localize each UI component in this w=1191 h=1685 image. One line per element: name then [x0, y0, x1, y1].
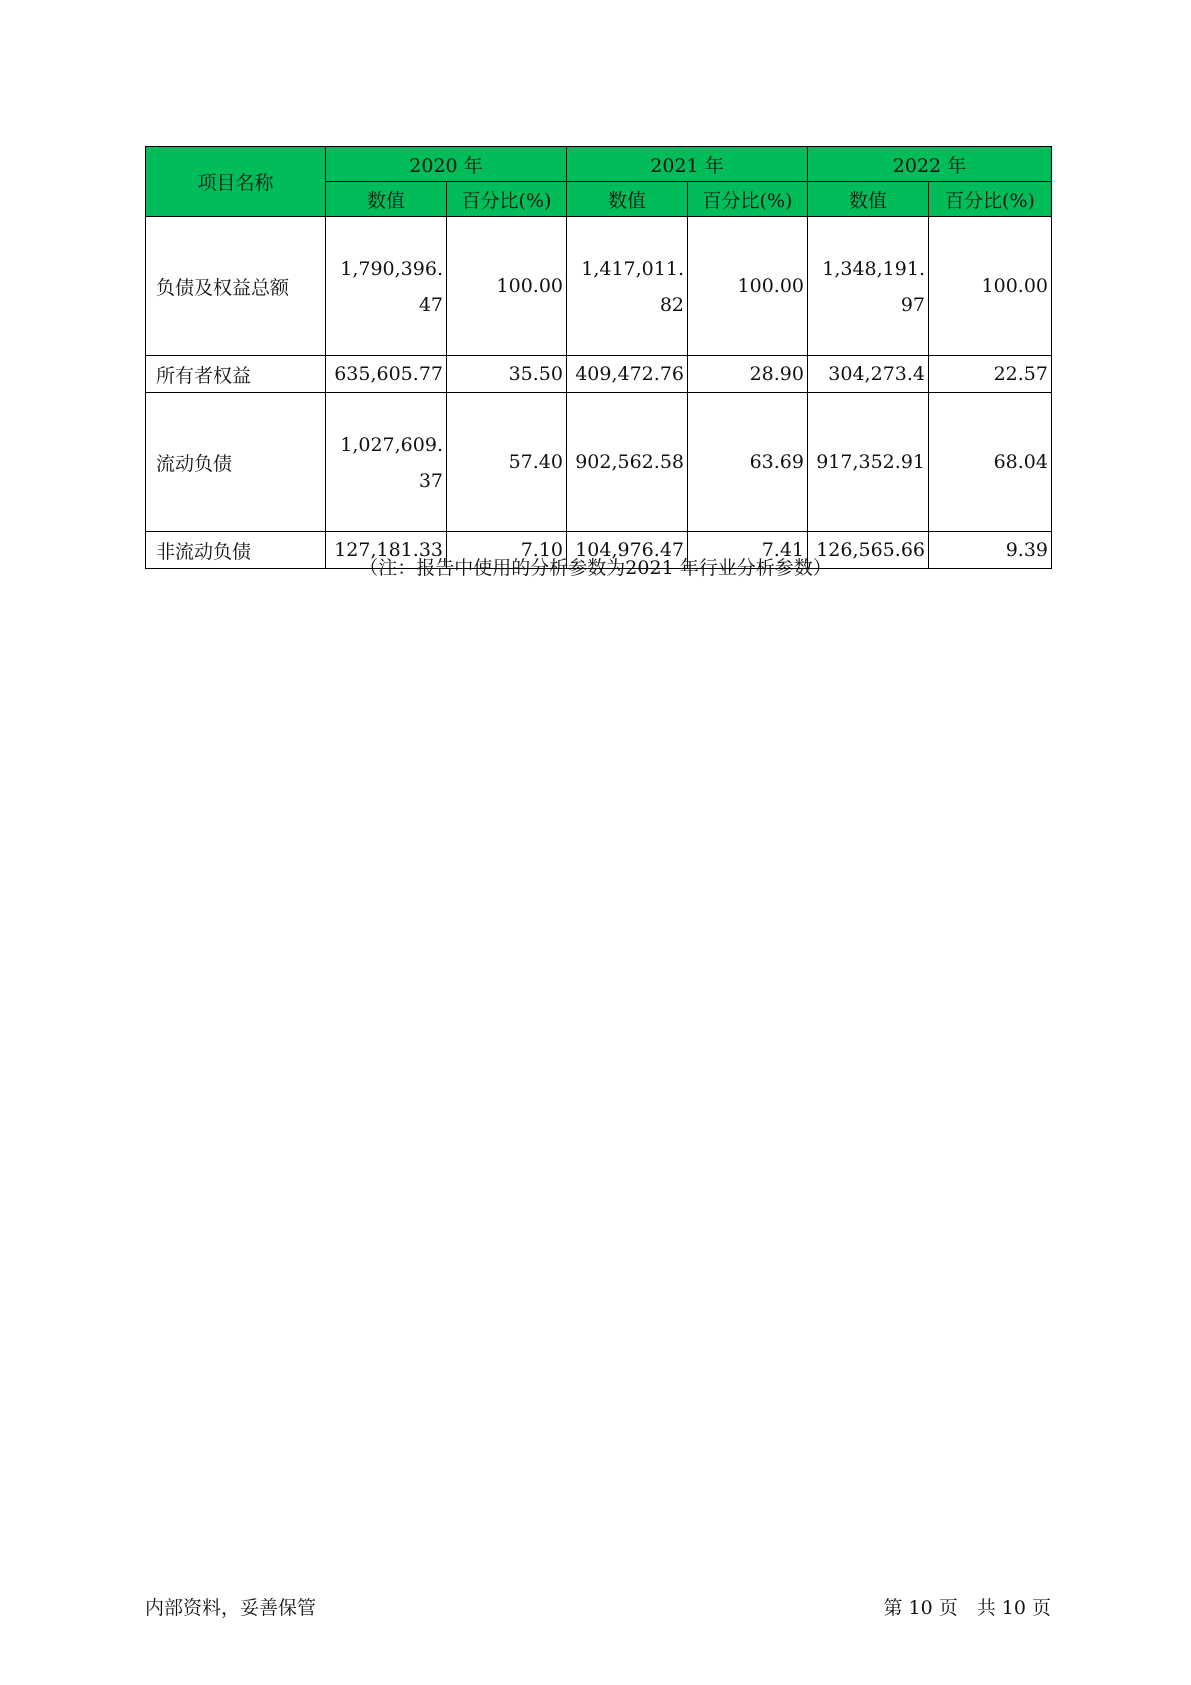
cell-pct: 7.10 [447, 532, 567, 569]
subheader-value: 数值 [326, 182, 447, 217]
cell-pct: 22.57 [929, 356, 1052, 393]
cell-pct: 57.40 [447, 393, 567, 532]
row-label: 流动负债 [146, 393, 326, 532]
header-item-name: 项目名称 [146, 147, 326, 217]
cell-value: 1,417,011.82 [567, 217, 688, 356]
header-year-2021: 2021 年 [567, 147, 808, 182]
table-row [146, 217, 1052, 356]
cell-value: 409,472.76 [567, 356, 688, 393]
cell-value: 635,605.77 [326, 356, 447, 393]
financial-structure-table [145, 146, 1052, 569]
footer-page-number: 第 10 页 共 10 页 [883, 1597, 1051, 1619]
subheader-pct: 百分比(%) [688, 182, 808, 217]
subheader-pct: 百分比(%) [929, 182, 1052, 217]
cell-value: 127,181.33 [326, 532, 447, 569]
table-row [146, 393, 1052, 532]
cell-value: 917,352.91 [808, 393, 929, 532]
cell-value: 126,565.66 [808, 532, 929, 569]
header-year-2020: 2020 年 [326, 147, 567, 182]
cell-value: 104,976.47 [567, 532, 688, 569]
cell-value: 304,273.4 [808, 356, 929, 393]
row-label: 负债及权益总额 [146, 217, 326, 356]
cell-pct: 100.00 [929, 217, 1052, 356]
table-row [146, 356, 1052, 393]
cell-pct: 100.00 [688, 217, 808, 356]
row-label: 非流动负债 [146, 532, 326, 569]
cell-value: 902,562.58 [567, 393, 688, 532]
header-year-2022: 2022 年 [808, 147, 1052, 182]
cell-pct: 68.04 [929, 393, 1052, 532]
cell-value: 1,027,609.37 [326, 393, 447, 532]
cell-pct: 9.39 [929, 532, 1052, 569]
cell-value: 1,348,191.97 [808, 217, 929, 356]
table-note: （注：报告中使用的分析参数为2021 年行业分析参数） [359, 557, 832, 579]
cell-pct: 63.69 [688, 393, 808, 532]
footer-confidential-label: 内部资料，妥善保管 [145, 1597, 317, 1619]
subheader-value: 数值 [808, 182, 929, 217]
cell-pct: 100.00 [447, 217, 567, 356]
cell-pct: 35.50 [447, 356, 567, 393]
cell-pct: 7.41 [688, 532, 808, 569]
subheader-pct: 百分比(%) [447, 182, 567, 217]
row-label: 所有者权益 [146, 356, 326, 393]
cell-value: 1,790,396.47 [326, 217, 447, 356]
cell-pct: 28.90 [688, 356, 808, 393]
subheader-value: 数值 [567, 182, 688, 217]
